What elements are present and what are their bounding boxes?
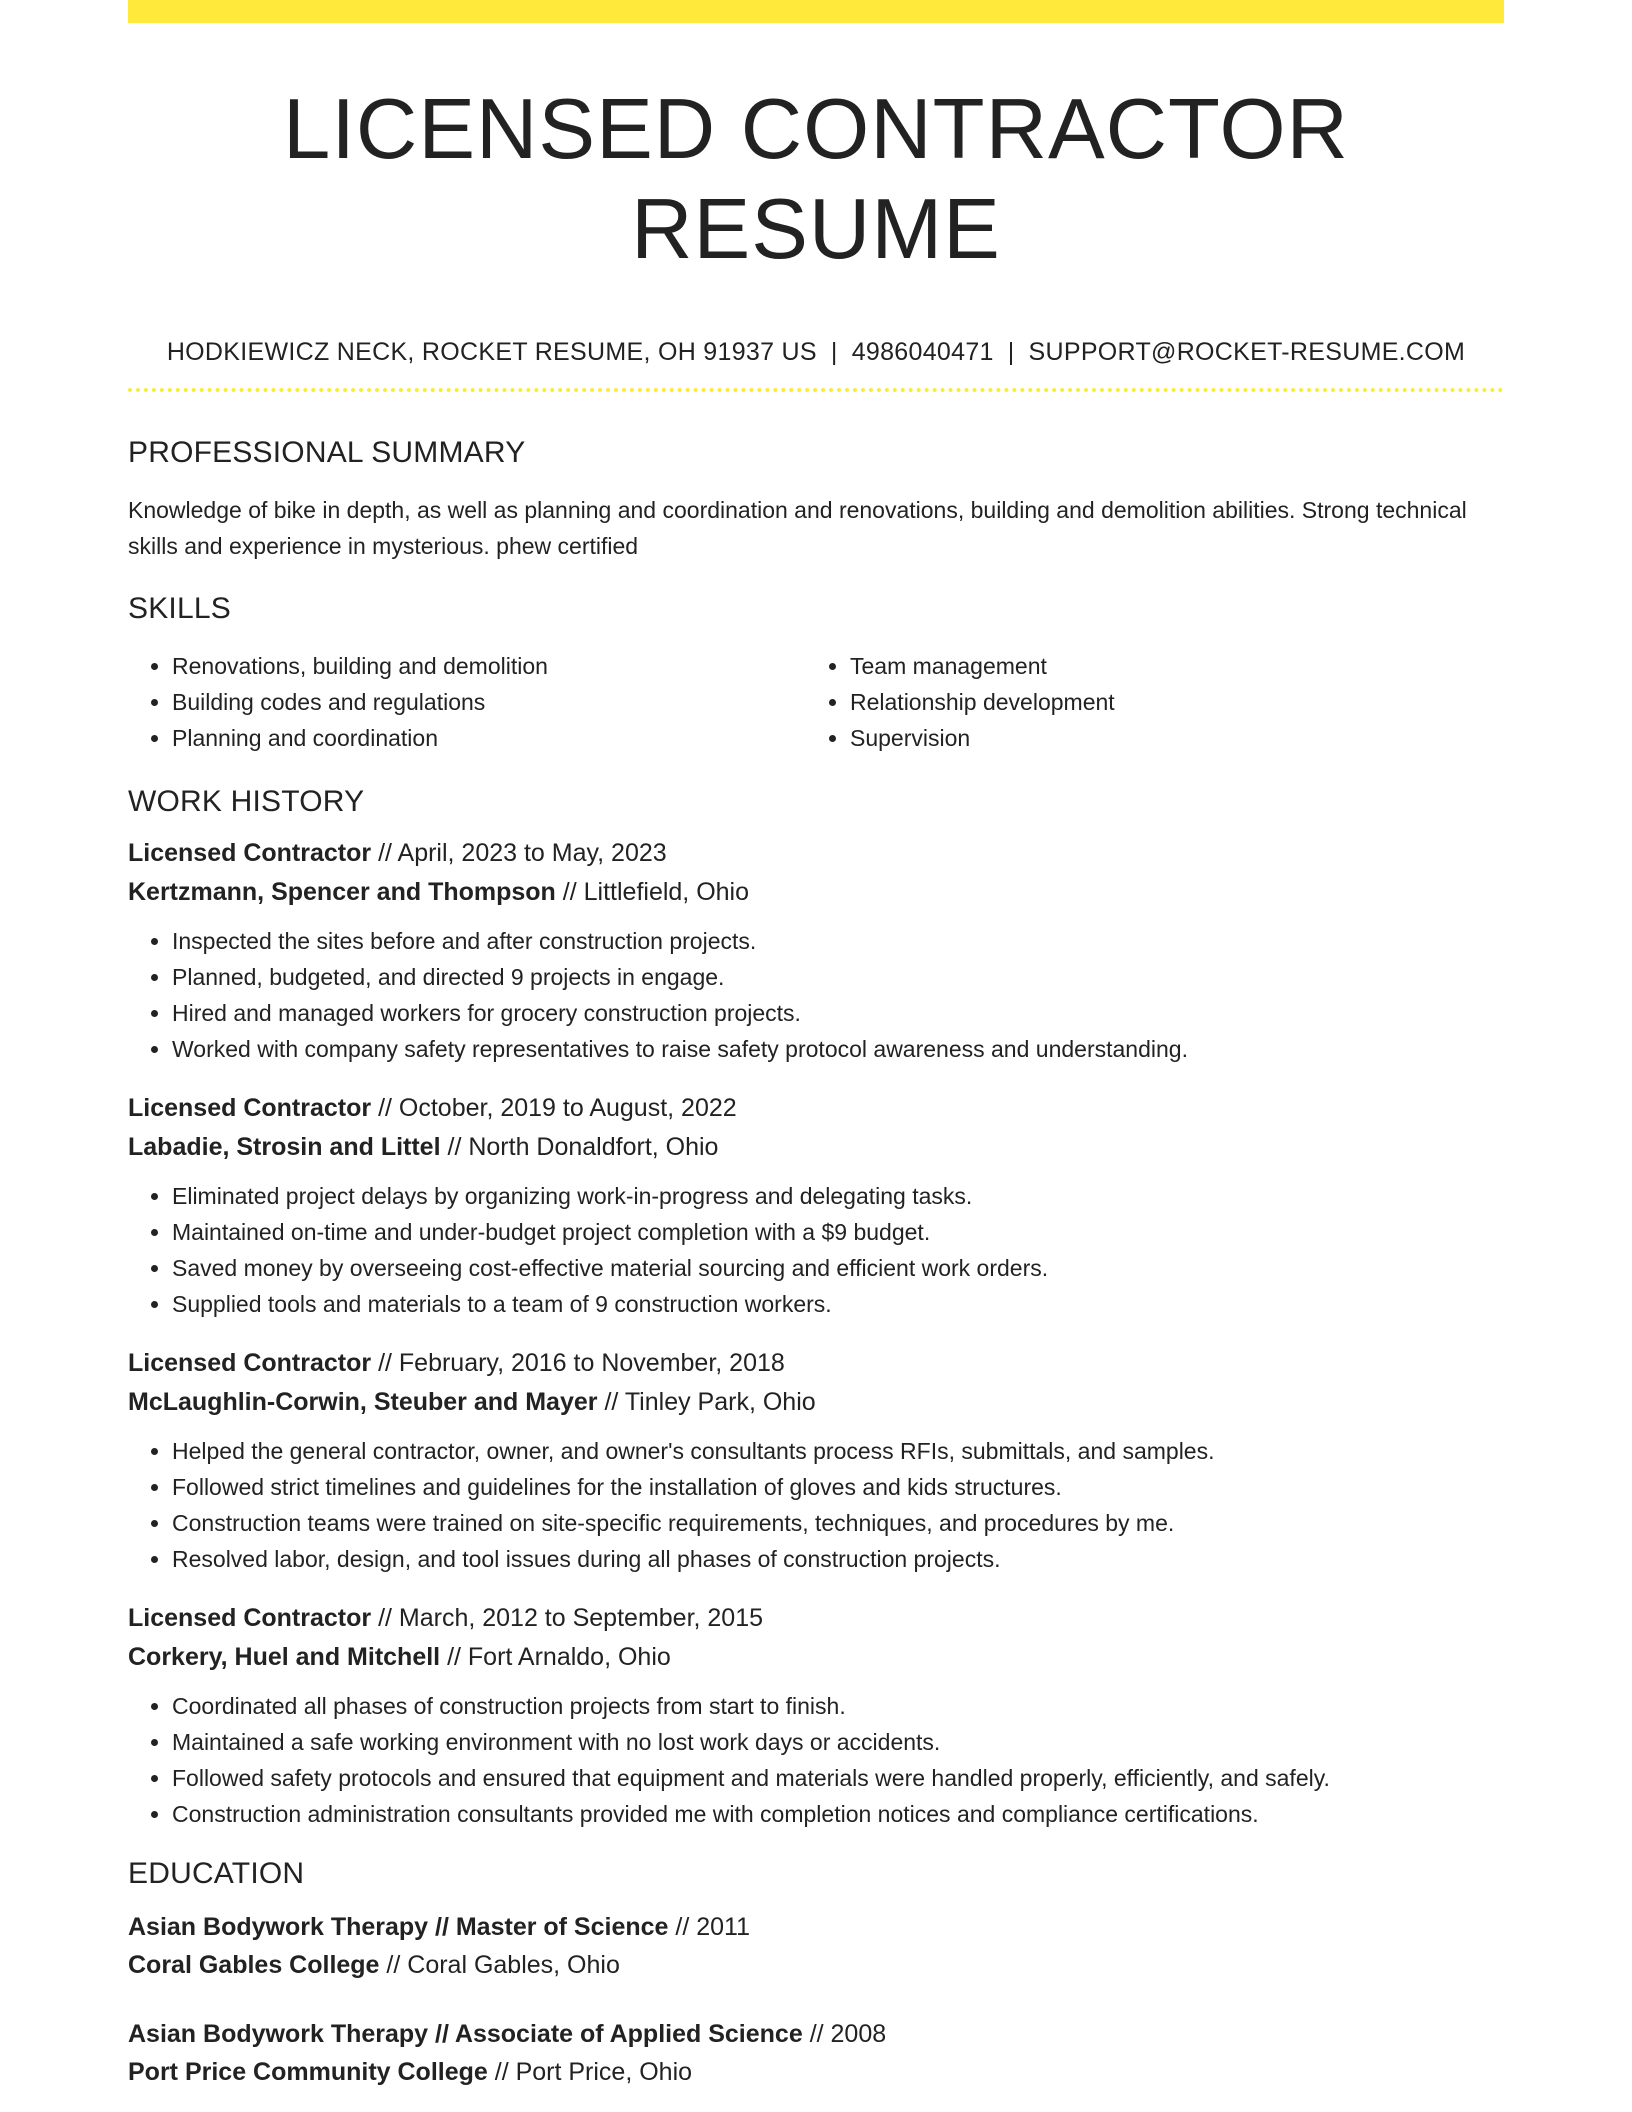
job-bullet: • Worked with company safety representatives to raise safety protocol awareness and understanding.: [172, 1031, 1504, 1067]
education-school: Port Price Community College: [128, 2058, 488, 2086]
job-dates: // October, 2019 to August, 2022: [378, 1094, 737, 1122]
job-company-line: [128, 1383, 1504, 1422]
job-title: Licensed Contractor: [128, 839, 372, 867]
skills-grid: [128, 648, 1504, 756]
job-entry: [128, 1089, 1504, 1322]
job-location: // Fort Arnaldo, Ohio: [447, 1643, 671, 1671]
job-bullet: • Supplied tools and materials to a team of 9 construction workers.: [172, 1286, 1504, 1322]
dotted-divider: [128, 388, 1504, 392]
education-degree-line: [128, 2015, 1504, 2053]
skill-item: • Building codes and regulations: [172, 684, 806, 720]
work-history-heading: WORK HISTORY: [128, 785, 365, 818]
job-bullet: • Construction teams were trained on site-specific requirements, techniques, and procedures by me.: [172, 1505, 1504, 1541]
job-company: McLaughlin-Corwin, Steuber and Mayer: [128, 1388, 598, 1416]
contact-line: [128, 336, 1504, 368]
job-bullet: • Hired and managed workers for grocery construction projects.: [172, 995, 1504, 1031]
job-bullet: • Coordinated all phases of construction projects from start to finish.: [172, 1688, 1504, 1724]
education-school: Coral Gables College: [128, 1951, 380, 1979]
job-bullet: • Followed safety protocols and ensured that equipment and materials were handled properly, efficiently, and safely.: [172, 1760, 1504, 1796]
contact-phone: 4986040471: [851, 338, 994, 366]
job-location: // Tinley Park, Ohio: [604, 1388, 816, 1416]
education-year: // 2008: [809, 2020, 887, 2048]
job-company-line: [128, 873, 1504, 912]
job-entry: [128, 1599, 1504, 1832]
job-bullet: • Maintained a safe working environment with no lost work days or accidents.: [172, 1724, 1504, 1760]
job-bullets: [128, 1433, 1504, 1577]
contact-separator: |: [830, 338, 838, 366]
job-bullet: • Saved money by overseeing cost-effective material sourcing and efficient work orders.: [172, 1250, 1504, 1286]
job-dates: // February, 2016 to November, 2018: [378, 1349, 785, 1377]
resume-content: [128, 0, 1504, 2091]
job-company: Labadie, Strosin and Littel: [128, 1133, 441, 1161]
job-entry: [128, 1344, 1504, 1577]
skills-column-right: [806, 648, 1484, 756]
education-location: // Port Price, Ohio: [494, 2058, 693, 2086]
job-bullet: • Construction administration consultants provided me with completion notices and compliance certifications.: [172, 1796, 1504, 1832]
education-school-line: [128, 2053, 1504, 2091]
job-dates: // March, 2012 to September, 2015: [378, 1604, 764, 1632]
job-bullet: • Eliminated project delays by organizing work-in-progress and delegating tasks.: [172, 1178, 1504, 1214]
job-bullets: [128, 1688, 1504, 1832]
education-location: // Coral Gables, Ohio: [386, 1951, 620, 1979]
job-title-line: [128, 1344, 1504, 1383]
education-school-line: [128, 1946, 1504, 1984]
skills-column-left: [128, 648, 806, 756]
education-entry: [128, 1908, 1504, 1984]
skill-item: • Team management: [850, 648, 1484, 684]
education-degree: Asian Bodywork Therapy // Master of Science: [128, 1913, 669, 1941]
summary-text: Knowledge of bike in depth, as well as planning and coordination and renovations, building and demolition abilities. Strong technical skills and experience in mysterious. phew certified: [128, 497, 1467, 559]
job-bullet: • Planned, budgeted, and directed 9 projects in engage.: [172, 959, 1504, 995]
job-bullet: • Maintained on-time and under-budget project completion with a $9 budget.: [172, 1214, 1504, 1250]
skill-item: • Supervision: [850, 720, 1484, 756]
job-title-line: [128, 1599, 1504, 1638]
skill-item: • Planning and coordination: [172, 720, 806, 756]
job-entry: [128, 834, 1504, 1067]
education-year: // 2011: [675, 1913, 751, 1941]
job-location: // Littlefield, Ohio: [562, 878, 750, 906]
job-bullet: • Resolved labor, design, and tool issues during all phases of construction projects.: [172, 1541, 1504, 1577]
skills-heading: SKILLS: [128, 592, 231, 625]
job-bullet: • Helped the general contractor, owner, and owner's consultants process RFIs, submittals, and samples.: [172, 1433, 1504, 1469]
education-degree: Asian Bodywork Therapy // Associate of Applied Science: [128, 2020, 803, 2048]
job-bullet: • Followed strict timelines and guidelines for the installation of gloves and kids structures.: [172, 1469, 1504, 1505]
job-bullet: • Inspected the sites before and after construction projects.: [172, 923, 1504, 959]
job-location: // North Donaldfort, Ohio: [447, 1133, 719, 1161]
resume-title: LICENSED CONTRACTOR RESUME: [283, 82, 1349, 277]
job-title-line: [128, 1089, 1504, 1128]
job-bullets: [128, 923, 1504, 1067]
education-heading: EDUCATION: [128, 1857, 305, 1890]
job-company: Kertzmann, Spencer and Thompson: [128, 878, 556, 906]
job-company-line: [128, 1638, 1504, 1677]
skill-item: • Renovations, building and demolition: [172, 648, 806, 684]
summary-heading: PROFESSIONAL SUMMARY: [128, 436, 526, 469]
contact-email: SUPPORT@ROCKET-RESUME.COM: [1028, 338, 1466, 366]
contact-address: HODKIEWICZ NECK, ROCKET RESUME, OH 91937 US: [166, 338, 817, 366]
job-company-line: [128, 1128, 1504, 1167]
job-title: Licensed Contractor: [128, 1604, 372, 1632]
job-dates: // April, 2023 to May, 2023: [378, 839, 667, 867]
education-degree-line: [128, 1908, 1504, 1946]
education-entry: [128, 2015, 1504, 2091]
job-title: Licensed Contractor: [128, 1094, 372, 1122]
job-company: Corkery, Huel and Mitchell: [128, 1643, 441, 1671]
job-title: Licensed Contractor: [128, 1349, 372, 1377]
contact-separator: |: [1007, 338, 1015, 366]
job-bullets: [128, 1178, 1504, 1322]
skill-item: • Relationship development: [850, 684, 1484, 720]
job-title-line: [128, 834, 1504, 873]
